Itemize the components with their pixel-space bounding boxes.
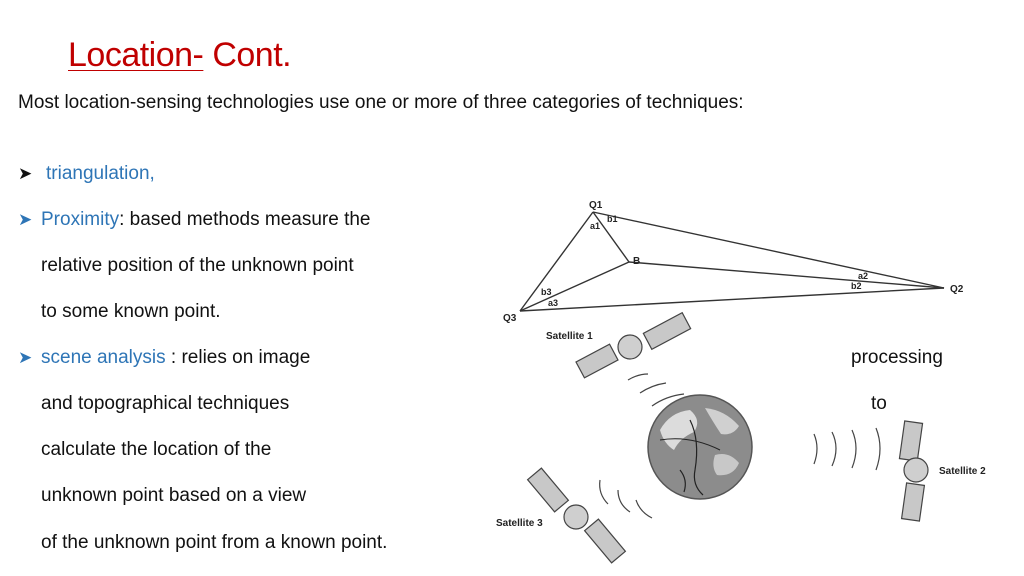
intro-text: Most location-sensing technologies use one or more of three categories of techniques: bbox=[18, 92, 744, 113]
label-satellite-3: Satellite 3 bbox=[496, 518, 543, 529]
arrow-bullet-icon: ➤ bbox=[18, 210, 33, 229]
proximity-term: Proximity bbox=[41, 209, 120, 230]
satellite-2-icon bbox=[899, 421, 928, 521]
scene-line-5: of the unknown point from a known point. bbox=[41, 532, 388, 553]
label-satellite-2: Satellite 2 bbox=[939, 466, 986, 477]
proximity-line-2: relative position of the unknown point bbox=[41, 255, 354, 276]
triangulation-diagram bbox=[520, 212, 944, 311]
scene-line-4: unknown point based on a view bbox=[41, 485, 307, 506]
earth-globe bbox=[648, 395, 752, 499]
proximity-rest: : based methods measure the bbox=[119, 209, 371, 230]
label-q1: Q1 bbox=[589, 200, 603, 211]
label-a2: a2 bbox=[858, 271, 869, 281]
proximity-line-3: to some known point. bbox=[41, 301, 221, 322]
bullet-triangulation: triangulation, bbox=[46, 163, 155, 184]
satellite-1-icon bbox=[576, 313, 691, 378]
scene-analysis-rest: : relies on image bbox=[165, 347, 311, 368]
label-b2: b2 bbox=[851, 281, 862, 291]
title-main: Location- bbox=[68, 36, 204, 74]
scene-line-2: and topographical techniques bbox=[41, 393, 290, 414]
label-a3: a3 bbox=[548, 298, 559, 308]
edge-q1-q2 bbox=[593, 212, 944, 288]
label-b3: b3 bbox=[541, 287, 552, 297]
scene-line-3: calculate the location of the bbox=[41, 439, 272, 460]
arrow-bullet-icon: ➤ bbox=[18, 348, 33, 367]
label-q3: Q3 bbox=[503, 313, 517, 324]
edge-q1-q3 bbox=[520, 212, 593, 311]
edge-q2-b bbox=[629, 262, 944, 288]
edge-q3-b bbox=[520, 262, 629, 311]
edge-q3-q2 bbox=[520, 288, 944, 311]
scene-processing: processing bbox=[851, 347, 943, 368]
title-cont: Cont. bbox=[212, 36, 292, 74]
arrow-bullet-icon: ➤ bbox=[18, 164, 33, 183]
scene-to: to bbox=[871, 393, 887, 414]
label-satellite-1: Satellite 1 bbox=[546, 331, 593, 342]
label-b1: b1 bbox=[607, 214, 618, 224]
scene-analysis-term: scene analysis bbox=[41, 347, 166, 368]
label-a1: a1 bbox=[590, 221, 601, 231]
label-b: B bbox=[633, 256, 641, 267]
label-q2: Q2 bbox=[950, 284, 964, 295]
satellite-3-icon bbox=[528, 468, 626, 563]
